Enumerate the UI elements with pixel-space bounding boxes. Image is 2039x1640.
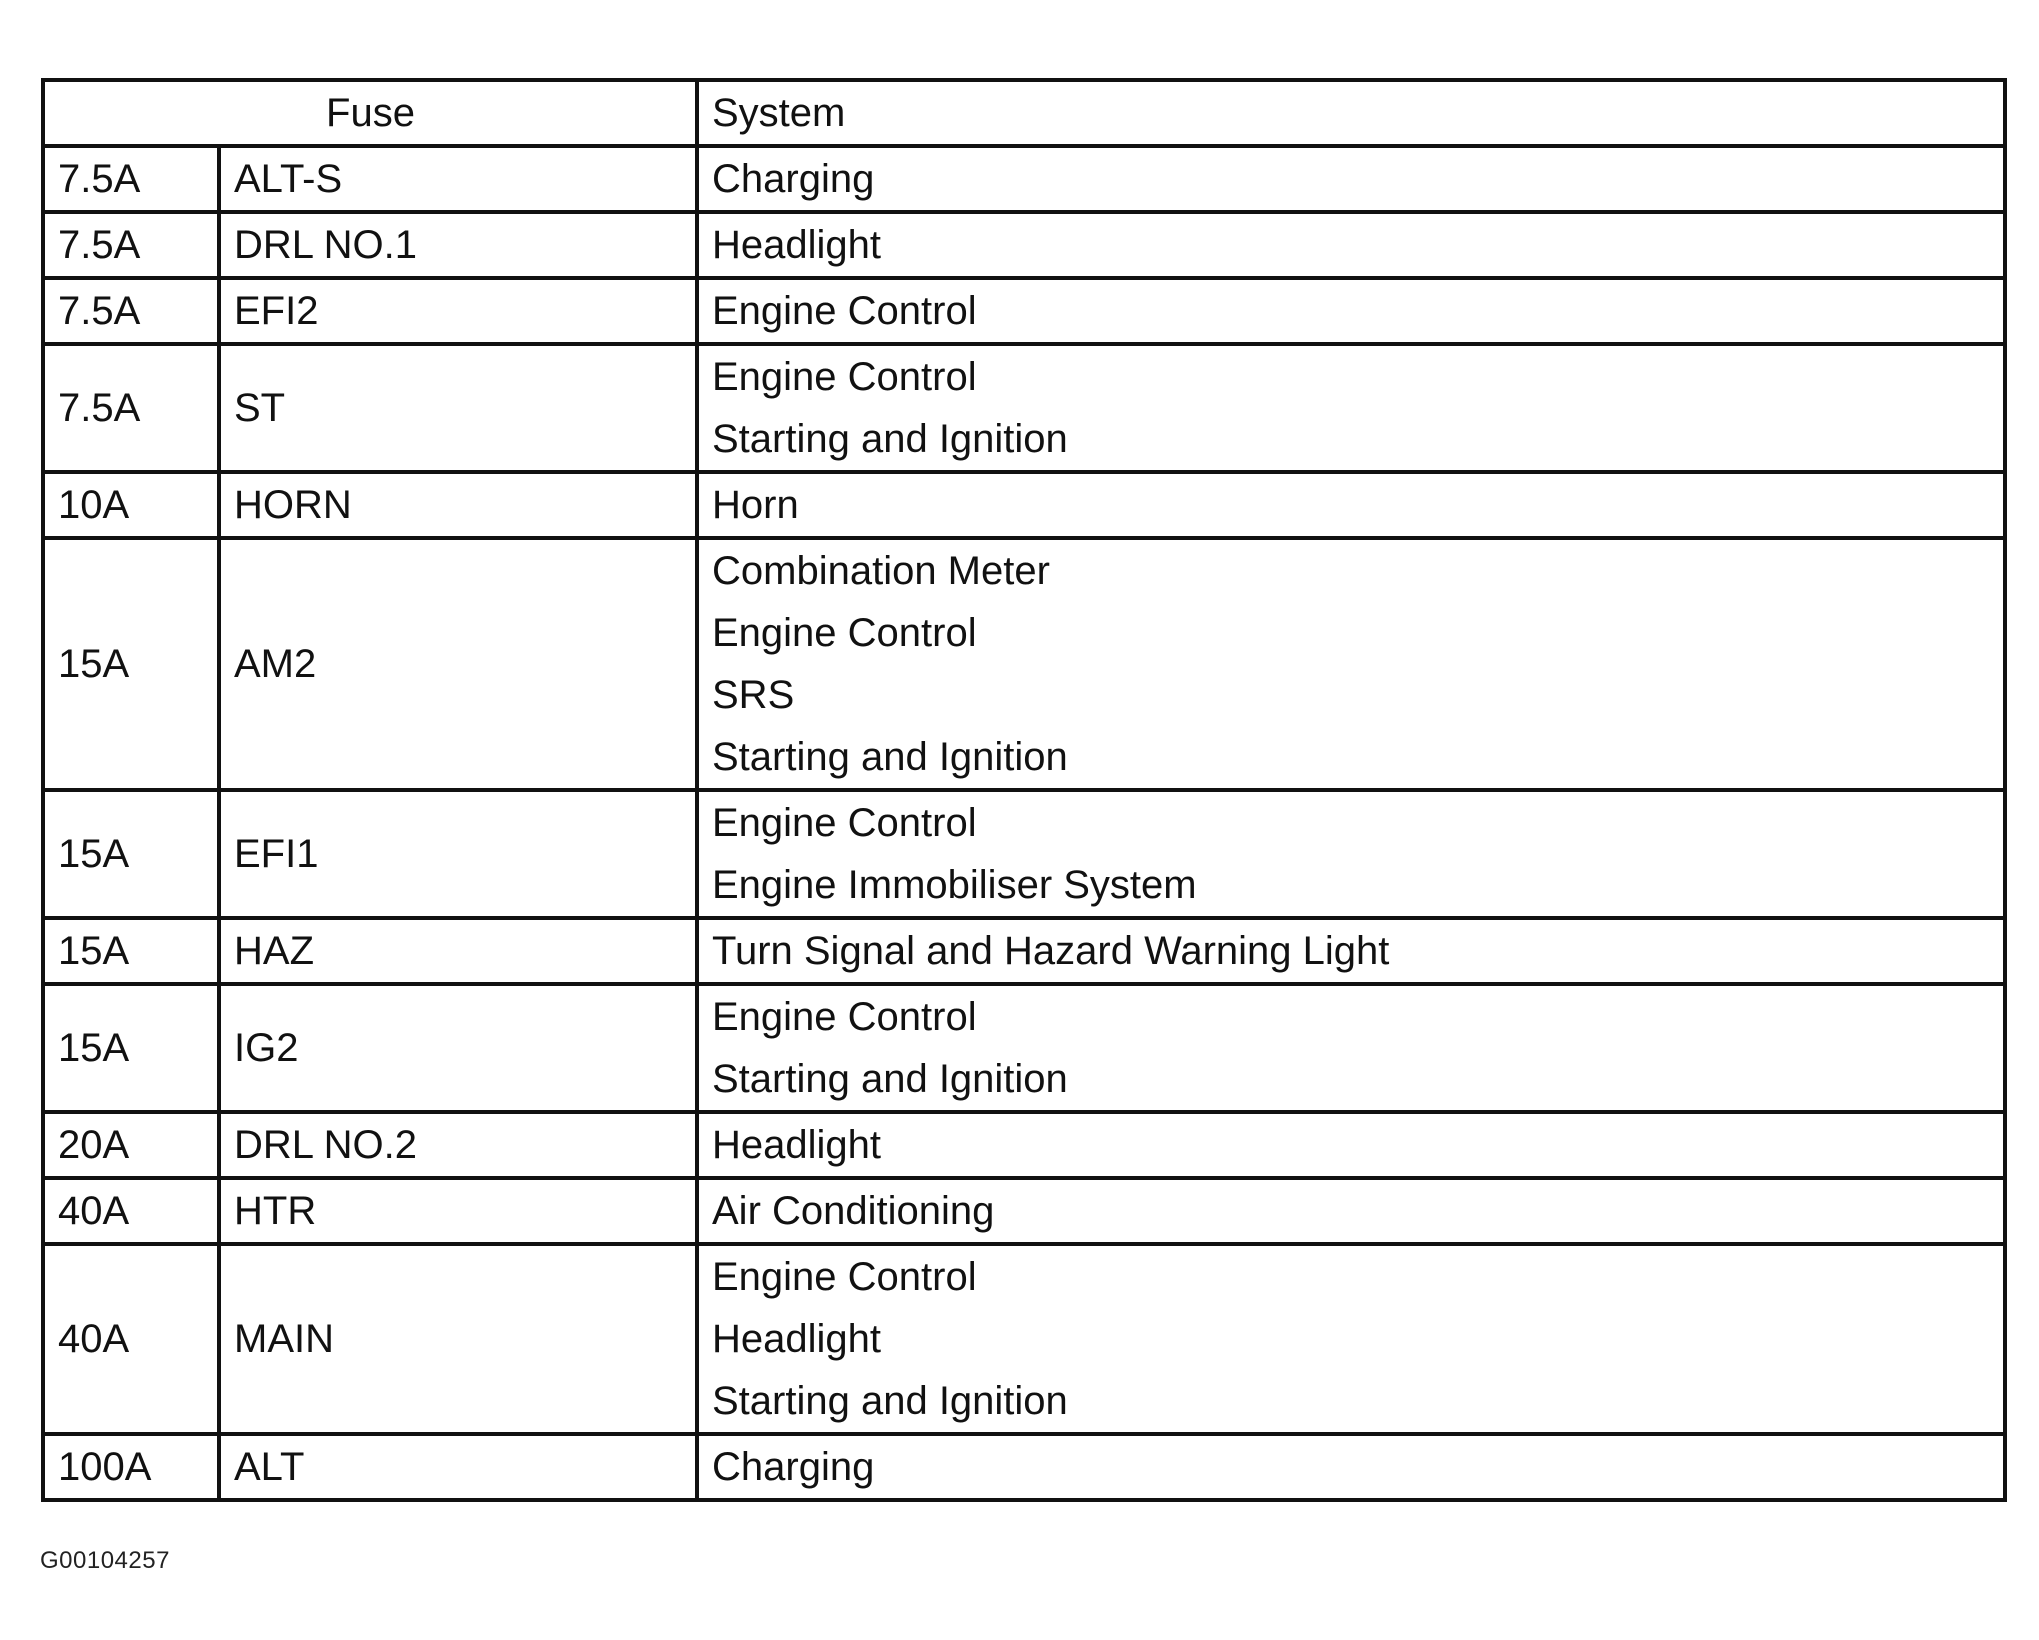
fuse-name: HORN: [219, 472, 697, 538]
system-entry: Starting and Ignition: [712, 735, 1068, 779]
fuse-name: IG2: [219, 984, 697, 1112]
system-entry: Combination Meter: [712, 549, 1050, 593]
system-cell: [697, 984, 2005, 1112]
fuse-table-container: [41, 78, 2003, 1502]
table-row: [43, 984, 2005, 1112]
table-row: [43, 278, 2005, 344]
fuse-header: Fuse: [43, 80, 697, 146]
table-row: [43, 918, 2005, 984]
system-cell: [697, 212, 2005, 278]
system-header: System: [697, 80, 2005, 146]
fuse-amperage: 40A: [43, 1244, 219, 1434]
system-cell: [697, 278, 2005, 344]
fuse-amperage: 15A: [43, 538, 219, 790]
table-row: [43, 212, 2005, 278]
system-entry: Starting and Ignition: [712, 417, 1068, 461]
fuse-amperage: 20A: [43, 1112, 219, 1178]
system-entry: Engine Control: [712, 801, 977, 845]
system-entry: SRS: [712, 673, 795, 717]
fuse-amperage: 40A: [43, 1178, 219, 1244]
fuse-name: EFI2: [219, 278, 697, 344]
fuse-amperage: 100A: [43, 1434, 219, 1500]
table-header-row: [43, 80, 2005, 146]
table-row: [43, 146, 2005, 212]
fuse-amperage: 7.5A: [43, 278, 219, 344]
system-entry: Engine Control: [712, 355, 977, 399]
system-cell: [697, 918, 2005, 984]
fuse-table: [41, 78, 2007, 1502]
system-cell: [697, 1112, 2005, 1178]
figure-id: G00104257: [40, 1547, 170, 1574]
system-cell: [697, 146, 2005, 212]
fuse-name: HAZ: [219, 918, 697, 984]
system-entry: Engine Control: [712, 611, 977, 655]
table-row: [43, 790, 2005, 918]
fuse-name: AM2: [219, 538, 697, 790]
system-entry: Air Conditioning: [712, 1189, 995, 1233]
system-entry: Horn: [712, 483, 799, 527]
fuse-amperage: 7.5A: [43, 344, 219, 472]
system-entry: Engine Control: [712, 995, 977, 1039]
table-row: [43, 344, 2005, 472]
fuse-amperage: 15A: [43, 918, 219, 984]
system-entry: Headlight: [712, 1317, 882, 1361]
system-cell: [697, 538, 2005, 790]
system-entry: Headlight: [712, 1123, 882, 1167]
system-cell: [697, 790, 2005, 918]
system-cell: [697, 472, 2005, 538]
fuse-amperage: 15A: [43, 790, 219, 918]
fuse-name: HTR: [219, 1178, 697, 1244]
table-row: [43, 1178, 2005, 1244]
system-entry: Charging: [712, 157, 875, 201]
fuse-amperage: 7.5A: [43, 212, 219, 278]
system-entry: Starting and Ignition: [712, 1057, 1068, 1101]
fuse-name: EFI1: [219, 790, 697, 918]
system-cell: [697, 344, 2005, 472]
table-row: [43, 472, 2005, 538]
fuse-name: ALT: [219, 1434, 697, 1500]
fuse-amperage: 7.5A: [43, 146, 219, 212]
system-entry: Turn Signal and Hazard Warning Light: [712, 929, 1390, 973]
fuse-name: ST: [219, 344, 697, 472]
fuse-name: DRL NO.2: [219, 1112, 697, 1178]
table-body: [43, 146, 2005, 1500]
system-cell: [697, 1178, 2005, 1244]
fuse-amperage: 15A: [43, 984, 219, 1112]
system-entry: Engine Immobiliser System: [712, 863, 1197, 907]
system-cell: [697, 1244, 2005, 1434]
fuse-amperage: 10A: [43, 472, 219, 538]
table-row: [43, 1244, 2005, 1434]
system-entry: Engine Control: [712, 1255, 977, 1299]
system-entry: Headlight: [712, 223, 882, 267]
system-cell: [697, 1434, 2005, 1500]
system-entry: Starting and Ignition: [712, 1379, 1068, 1423]
table-row: [43, 538, 2005, 790]
table-row: [43, 1112, 2005, 1178]
fuse-name: MAIN: [219, 1244, 697, 1434]
fuse-name: DRL NO.1: [219, 212, 697, 278]
table-row: [43, 1434, 2005, 1500]
system-entry: Engine Control: [712, 289, 977, 333]
system-entry: Charging: [712, 1445, 875, 1489]
fuse-name: ALT-S: [219, 146, 697, 212]
